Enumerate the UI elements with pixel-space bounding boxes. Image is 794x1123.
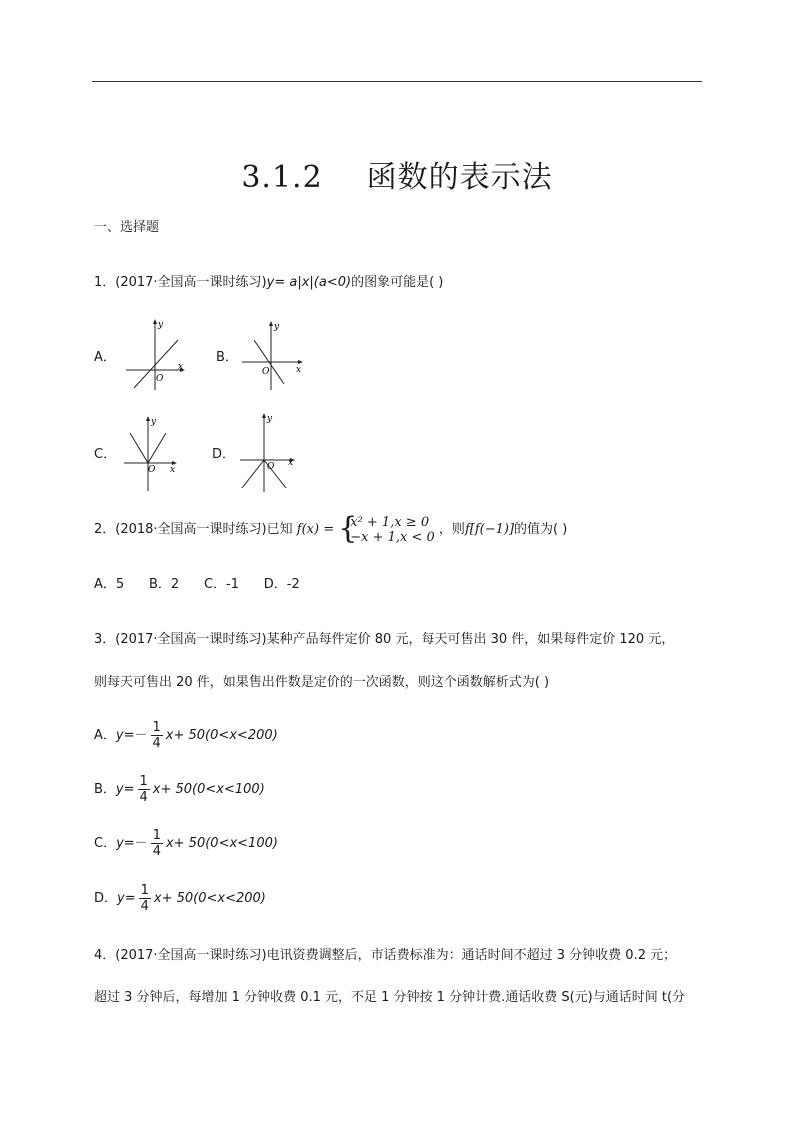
q3-line-1: 3．(2017·全国高一课时练习)某种产品每件定价 80 元，每天可售出 30 件，如果每件定价 120 元， — [94, 632, 675, 647]
svg-text:O: O — [267, 462, 275, 472]
q1-formula: y= a|x|(a<0) — [266, 275, 352, 290]
page-title — [0, 152, 794, 196]
svg-text:O: O — [148, 465, 156, 475]
svg-text:x: x — [296, 365, 302, 375]
y-axis-label: y — [158, 320, 164, 330]
title-text: 函数的表示法 — [366, 160, 553, 195]
question-1: 1．(2017·全国高一课时练习)y= a|x|(a<0)的图象可能是( ) — [94, 275, 444, 290]
q3-option-c[interactable]: C．y=－ $\frac{1}{4}$ x+ 50(0<x<100) — [94, 828, 278, 859]
svg-text:x: x — [170, 465, 176, 475]
q2-answers[interactable]: A．5 B．2 C．-1 D．-2 — [94, 577, 300, 592]
x-axis-label: x — [178, 362, 184, 372]
q1-graph-b[interactable] — [238, 320, 308, 396]
q1-option-c-label[interactable]: C． — [94, 447, 117, 462]
q4-line-2: 超过 3 分钟后，每增加 1 分钟收费 0.1 元，不足 1 分钟按 1 分钟计费.通话收费 S(元)与通话时间 t(分 — [94, 990, 686, 1005]
question-2: 2．(2018·全国高一课时练习)已知 f(x) = { x² + 1,x ≥ 0 −x + 1,x < 0 ，则f[f(−1)]的值为( ) — [94, 510, 568, 546]
q3-line-2: 则每天可售出 20 件，如果售出件数是定价的一次函数，则这个函数解析式为( ) — [94, 675, 550, 690]
section-heading: 一、选择题 — [94, 220, 160, 235]
svg-text:x: x — [288, 458, 294, 468]
origin-label: O — [156, 374, 164, 384]
q1-graph-a[interactable] — [122, 318, 192, 397]
svg-text:y: y — [267, 414, 273, 424]
q2-expression: f[f(−1)] — [464, 522, 515, 537]
header-rule — [92, 81, 702, 82]
q1-option-a-label[interactable]: A． — [94, 350, 116, 365]
q2-piecewise: { x² + 1,x ≥ 0 −x + 1,x < 0 — [338, 510, 435, 546]
title-number: 3.1.2 — [241, 160, 323, 195]
svg-text:y: y — [274, 322, 280, 332]
svg-text:y: y — [151, 417, 157, 427]
q3-option-a[interactable]: A．y=－ $\frac{1}{4}$ x+ 50(0<x<200) — [94, 720, 278, 751]
q1-option-b-label[interactable]: B． — [216, 350, 238, 365]
q4-line-1: 4．(2017·全国高一课时练习)电讯资费调整后，市话费标准为：通话时间不超过 3 分钟收费 0.2 元； — [94, 948, 677, 963]
q3-option-b[interactable]: B．y= $\frac{1}{4}$ x+ 50(0<x<100) — [94, 774, 265, 805]
q1-option-d-label[interactable]: D． — [212, 447, 236, 462]
q3-option-d[interactable]: D．y= $\frac{1}{4}$ x+ 50(0<x<200) — [94, 883, 266, 914]
q2-function: f(x) = — [296, 522, 335, 537]
svg-text:O: O — [262, 367, 270, 377]
q1-graph-c[interactable] — [120, 415, 190, 497]
q1-graph-d[interactable] — [236, 412, 306, 498]
